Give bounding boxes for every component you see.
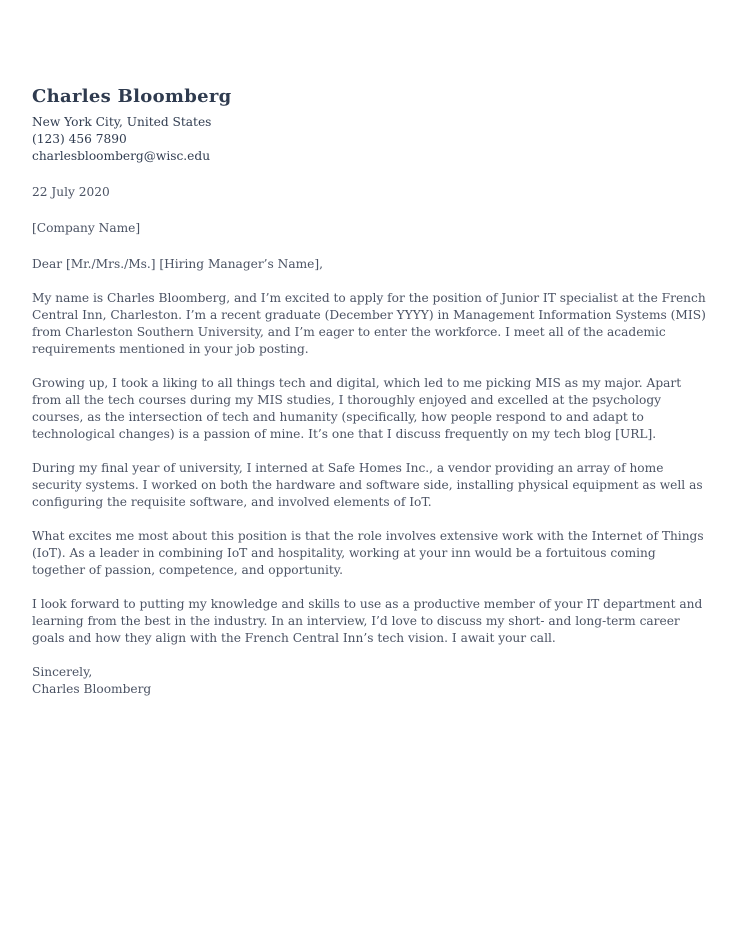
sender-email: charlesbloomberg@wisc.edu [32,149,211,163]
body-paragraph-3: During my final year of university, I interned at Safe Homes Inc., a vendor providing an array of home security systems. I worked on both the hardware and software side, installing physical equipment as well as configuring the requisite software, and involved elements of IoT. [32,461,703,509]
signature-name: Charles Bloomberg [32,682,152,696]
salutation: Dear [Mr./Mrs./Ms.] [Hiring Manager’s Name], [32,257,323,271]
valediction: Sincerely, [32,665,93,679]
body-paragraph-2: Growing up, I took a liking to all things tech and digital, which led to me picking MIS as my major. Apart from all the tech courses during my MIS studies, I thoroughly enjoyed and excelled at the psychology courses, as the intersection of tech and humanity (specifically, how people respond to and adapt to technological changes) is a passion of mine. It’s one that I discuss frequently on my tech blog [URL]. [32,376,682,441]
company-name: [Company Name] [32,221,141,235]
sender-name: Charles Bloomberg [32,86,232,107]
cover-letter [32,86,712,698]
body-paragraph-1: My name is Charles Bloomberg, and I’m excited to apply for the position of Junior IT specialist at the French Central Inn, Charleston. I’m a recent graduate (December YYYY) in Management Information Systems (MIS) from Charleston Southern University, and I’m eager to enter the workforce. I meet all of the academic requirements mentioned in your job posting. [32,291,706,356]
letter-date: 22 July 2020 [32,185,110,199]
body-paragraph-5: I look forward to putting my knowledge and skills to use as a productive member of your IT department and learning from the best in the industry. In an interview, I’d love to discuss my short- and long-term career goals and how they align with the French Central Inn’s tech vision. I await your call. [32,597,703,645]
letter-closing [32,664,712,698]
body-paragraph-4: What excites me most about this position is that the role involves extensive work with the Internet of Things (IoT). As a leader in combining IoT and hospitality, working at your inn would be a fortuitous coming together of passion, competence, and opportunity. [32,529,704,577]
sender-location: New York City, United States [32,115,212,129]
sender-header [32,86,712,165]
sender-phone: (123) 456 7890 [32,132,127,146]
